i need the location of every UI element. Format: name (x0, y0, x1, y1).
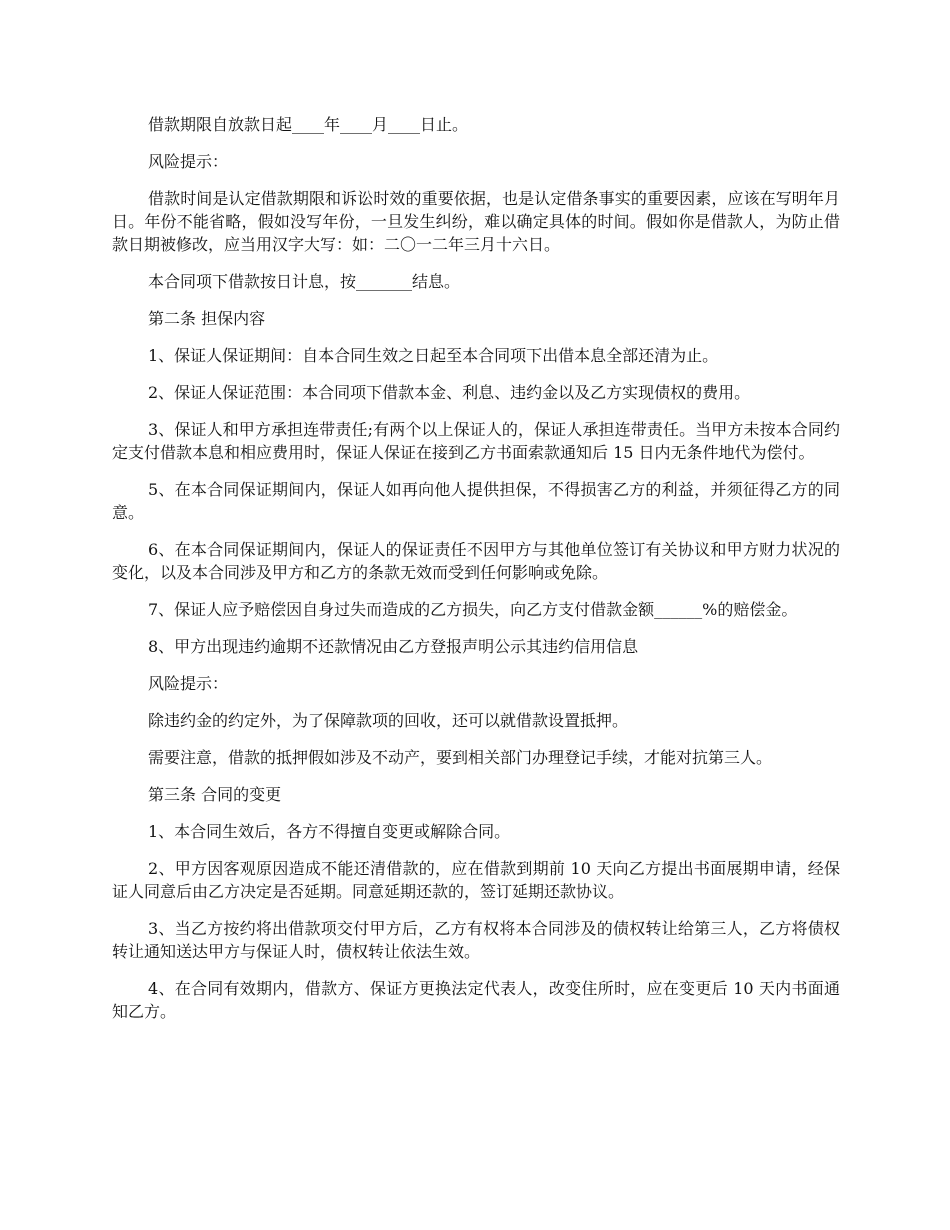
paragraph-compensation: 7、保证人应予赔偿因自身过失而造成的乙方损失，向乙方支付借款金额______%的赔偿金。 (148, 600, 798, 619)
paragraph-mortgage-note: 需要注意，借款的抵押假如涉及不动产，要到相关部门办理登记手续，才能对抗第三人。 (148, 748, 773, 767)
section-heading-contract-change: 第三条 合同的变更 (148, 785, 282, 804)
paragraph-no-change: 1、本合同生效后，各方不得擅自变更或解除合同。 (148, 822, 511, 841)
paragraph-risk-tip-heading: 风险提示： (148, 152, 229, 171)
paragraph-guarantee-scope: 2、保证人保证范围：本合同项下借款本金、利息、违约金以及乙方实现债权的费用。 (148, 383, 751, 402)
paragraph-risk-tip-heading-2: 风险提示： (148, 674, 229, 693)
paragraph-debt-transfer: 3、当乙方按约将出借款项交付甲方后，乙方有权将本合同涉及的债权转让给第三人，乙方将债权转让通知送达甲方与保证人时，债权转让依法生效。 (112, 919, 840, 961)
paragraph-interest: 本合同项下借款按日计息，按_______结息。 (148, 272, 461, 291)
paragraph-guarantee-responsibility: 6、在本合同保证期间内，保证人的保证责任不因甲方与其他单位签订有关协议和甲方财力状况的变化，以及本合同涉及甲方和乙方的条款无效而受到任何影响或免除。 (112, 540, 840, 582)
paragraph-joint-liability: 3、保证人和甲方承担连带责任;有两个以上保证人的，保证人承担连带责任。当甲方未按本合同约定支付借款本息和相应费用时，保证人保证在接到乙方书面索款通知后 15 日内无条件地代为偿付。 (112, 420, 840, 462)
paragraph-loan-date-note: 借款时间是认定借款期限和诉讼时效的重要依据，也是认定借条事实的重要因素，应该在写明年月日。年份不能省略，假如没写年份，一旦发生纠纷，难以确定具体的时间。假如你是借款人，为防止借款日期被修改，应当用汉字大写：如：二〇一二年三月十六日。 (112, 189, 840, 254)
paragraph-mortgage: 除违约金的约定外，为了保障款项的回收，还可以就借款设置抵押。 (148, 711, 629, 730)
paragraph-default-notice: 8、甲方出现违约逾期不还款情况由乙方登报声明公示其违约信用信息 (148, 637, 639, 656)
section-heading-guarantee: 第二条 担保内容 (148, 309, 266, 328)
paragraph-extension: 2、甲方因客观原因造成不能还清借款的，应在借款到期前 10 天向乙方提出书面展期申请，经保证人同意后由乙方决定是否延期。同意延期还款的，签订延期还款协议。 (112, 859, 840, 901)
paragraph-guarantee-period: 1、保证人保证期间：自本合同生效之日起至本合同项下出借本息全部还清为止。 (148, 346, 719, 365)
paragraph-representative-change: 4、在合同有效期内，借款方、保证方更换法定代表人，改变住所时，应在变更后 10 天内书面通知乙方。 (112, 979, 840, 1021)
paragraph-loan-term: 借款期限自放款日起____年____月____日止。 (148, 115, 469, 134)
paragraph-other-guarantee: 5、在本合同保证期间内，保证人如再向他人提供担保，不得损害乙方的利益，并须征得乙方的同意。 (112, 480, 840, 522)
